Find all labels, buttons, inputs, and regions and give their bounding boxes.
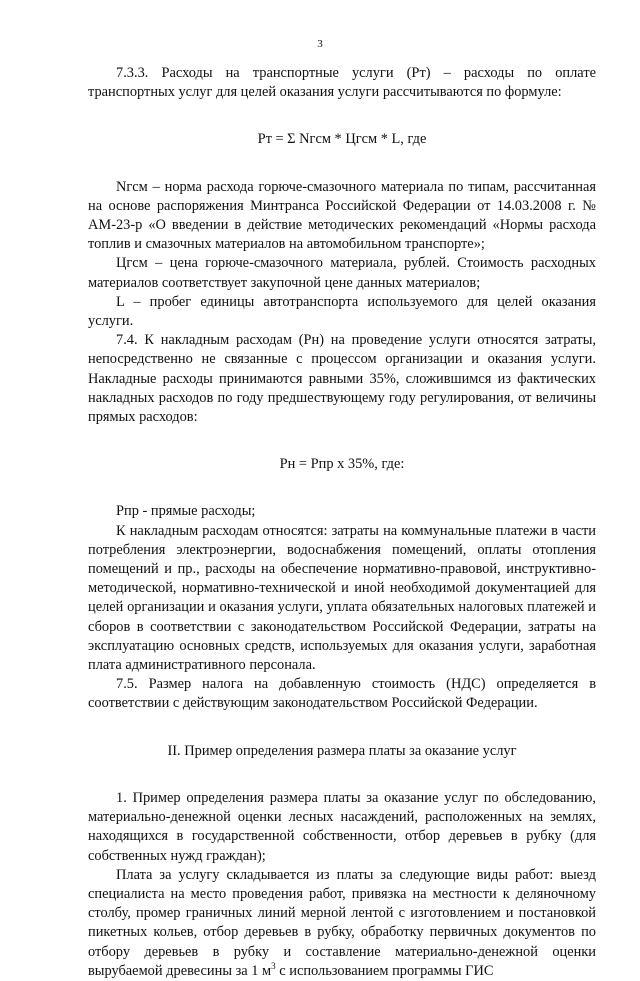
formula-transport-costs: Рт = Σ Nгсм * Цгсм * L, где	[257, 131, 427, 148]
paragraph-fee-composition	[88, 866, 596, 981]
fee-text-tail: с использованием программы ГИС	[275, 962, 494, 979]
paragraph-overhead-list: К накладным расходам относятся: затраты на коммунальные платежи в части потребления электроэнергии, водоснабжения помещений, оплаты отопления помещений и пр., расходы на обеспечение нормативно-правовой, инструктивно-методической, нормативно-технической и иной необходимой документацией для целей организации и оказания услуги, уплата обязательных налоговых платежей и сборов в соответствии с законодательством Российской Федерации, затраты на эксплуатацию основных средств, используемых для оказания услуги, заработная плата административного персонала.	[88, 522, 596, 674]
document-body	[88, 64, 596, 981]
cubic-superscript: 3	[271, 960, 276, 971]
paragraph-7-4: 7.4. К накладным расходам (Рн) на проведение услуги относятся затраты, непосредственно не связанные с процессом организации и оказания услуги. Накладные расходы принимаются равными 35%, сложившимся из фактических накладных расходов по году предшествующему году регулирования, от величины прямых расходов:	[88, 332, 596, 426]
paragraph-7-3-3: 7.3.3. Расходы на транспортные услуги (Рт) – расходы по оплате транспортных услуг для целей оказания услуги рассчитываются по формуле:	[88, 65, 596, 101]
paragraph-example-1: 1. Пример определения размера платы за оказание услуг по обследованию, материально-денежной оценки лесных насаждений, расположенных на землях, находящихся в государственной собственности, отбор деревьев в рубку (для собственных нужд граждан);	[88, 789, 596, 864]
page-number: 3	[317, 38, 323, 50]
definition-fuel-norm: Nгсм – норма расхода горюче-смазочного материала по типам, рассчитанная на основе распоряжения Минтранса Российской Федерации от 14.03.2008 г. № АМ-23-р «О введении в действие методических рекомендаций «Нормы расхода топлив и смазочных материалов на автомобильном транспорте»;	[88, 178, 596, 253]
formula-overhead-costs: Рн = Рпр х 35%, где:	[279, 456, 405, 473]
section-title: II. Пример определения размера платы за оказание услуг	[167, 742, 517, 759]
definition-mileage: L – пробег единицы автотранспорта используемого для целей оказания услуги.	[88, 293, 596, 330]
definition-direct-costs: Рпр - прямые расходы;	[116, 503, 256, 520]
paragraph-7-5: 7.5. Размер налога на добавленную стоимость (НДС) определяется в соответствии с действующим законодательством Российской Федерации.	[88, 676, 596, 712]
fee-text-main: Плата за услугу складывается из платы за следующие виды работ: выезд специалиста на место проведения работ, привязка на местности к деляночному столбу, промер граничных линий мерной лентой с изготовлением и постановкой пикетных кольев, отбор деревьев в рубку, обработку первичных документов по отбору деревьев в рубку и составление материально-денежной оценки вырубаемой древесины за 1 м	[88, 866, 596, 979]
definition-fuel-price: Цгсм – цена горюче-смазочного материала, рублей. Стоимость расходных материалов соответствует закупочной цене данных материалов;	[88, 255, 596, 291]
